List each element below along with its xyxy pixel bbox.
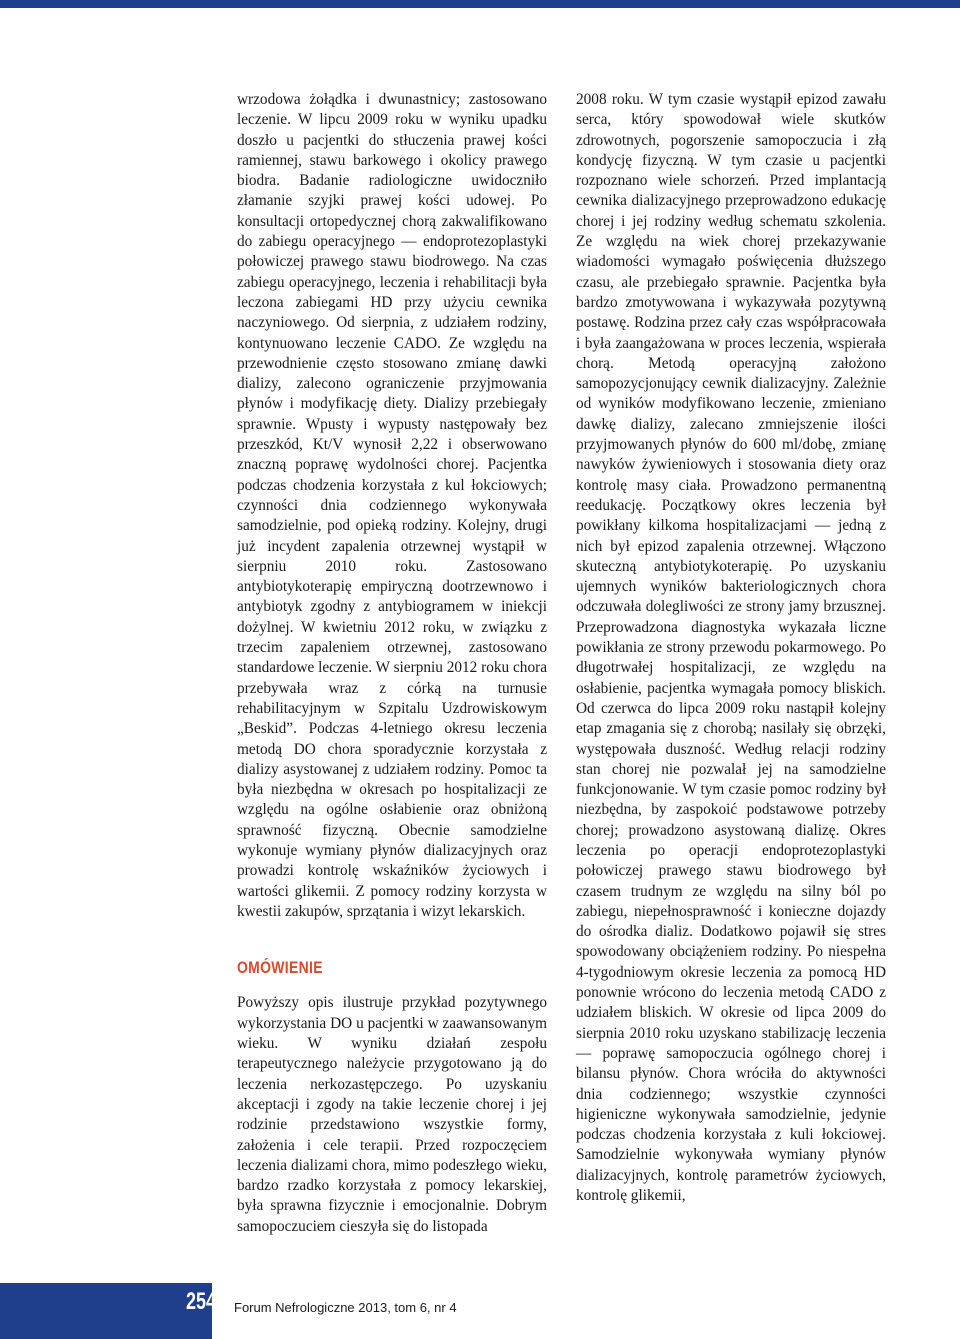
page-number: 254 <box>186 1288 217 1315</box>
left-paragraph-1: wrzodowa żołądka i dwunastnicy; zastosowano leczenie. W lipcu 2009 roku w wyniku upadku doszło u pacjentki do stłuczenia prawej kości ramiennej, stawu barkowego i okolicy prawego biodra. Badanie radiologiczne uwidoczniło złamanie szyjki prawej kości udowej. Po konsultacji ortopedycznej chorą zakwalifikowano do zabiegu operacyjnego — endoprotezoplastyki połowiczej prawego stawu biodrowego. Na czas zabiegu operacyjnego, leczenia i rehabilitacji była leczona zabiegami HD przy użyciu cewnika naczyniowego. Od sierpnia, z udziałem rodziny, kontynuowano leczenie CADO. Ze względu na przewodnienie często stosowano zmianę dawki dializy, zalecono ograniczenie przyjmowania płynów i modyfikację diety. Dializy przebiegały sprawnie. Wpusty i wypusty następowały bez przeszkód, Kt/V wynosił 2,22 i obserwowano znaczną poprawę wydolności chorej. Pacjentka podczas chodzenia korzystała z kul łokciowych; czynności dnia codziennego wykonywała samodzielnie, pod opieką rodziny. Kolejny, drugi już incydent zapalenia otrzewnej wystąpił w sierpniu 2010 roku. Zastosowano antybiotykoterapię empiryczną dootrzewnowo i antybiotyk zgodny z antybiogramem w iniekcji dożylnej. W kwietniu 2012 roku, w związku z trzecim zapaleniem otrzewnej, zastosowano standardowe leczenie. W sierpniu 2012 roku chora przebywała wraz z córką na turnusie rehabilitacyjnym w Szpitalu Uzdrowiskowym „Beskid”. Podczas 4-letniego okresu leczenia metodą DO chora sporadycznie korzystała z dializy asystowanej z udziałem rodziny. Pomoc ta była niezbędna w okresach po hospitalizacji ze względu na ogólne osłabienie oraz obniżoną sprawność fizyczną. Obecnie samodzielne wykonuje wymiany płynów dializacyjnych oraz prowadzi kontrolę wskaźników życiowych i wartości glikemii. Z pomocy rodziny korzysta w kwestii zakupów, sprzątania i wizyt lekarskich. <box>237 91 547 920</box>
header-accent-bar <box>0 0 960 8</box>
left-paragraph-2: Powyższy opis ilustruje przykład pozytywnego wykorzystania DO u pacjentki w zaawansowanym wieku. W wyniku działań zespołu terapeutycznego należycie przygotowano ją do leczenia nerkozastępczego. Po uzyskaniu akceptacji i zgody na takie leczenie chorej i jej rodzinie przedstawiono wszystkie formy, założenia i cele terapii. Przed rozpoczęciem leczenia dializami chora, mimo podeszłego wieku, bardzo rzadko korzystała z pomocy lekarskiej, była sprawna fizycznie i emocjonalnie. Dobrym samopoczuciem cieszyła się do listopada <box>237 994 547 1235</box>
journal-citation: Forum Nefrologiczne 2013, tom 6, nr 4 <box>234 1300 457 1315</box>
right-paragraph-1: 2008 roku. W tym czasie wystąpił epizod zawału serca, który spowodował wiele skutków zdrowotnych, pogorszenie samopoczucia i złą kondycję fizyczną. W tym czasie u pacjentki rozpoznano wiele schorzeń. Przed implantacją cewnika dializacyjnego przeprowadzono edukację chorej i jej rodziny według schematu szkolenia. Ze względu na wiek chorej przekazywanie wiadomości wymagało poświęcenia dłuższego czasu, ale przebiegało sprawnie. Pacjentka była bardzo zmotywowana i wykazywała pozytywną postawę. Rodzina przez cały czas współpracowała i była zaangażowana w proces leczenia, wspierała chorą. Metodą operacyjną założono samopozycjonujący cewnik dializacyjny. Zależnie od wyników modyfikowano leczenie, zmieniano dawkę dializy, zalecano zmniejszenie ilości przyjmowanych płynów do 600 ml/dobę, zmianę nawyków żywieniowych i stosowania diety oraz kontrolę masy ciała. Prowadzono permanentną reedukację. Początkowy okres leczenia był powikłany kilkoma hospitalizacjami — jedną z nich był epizod zapalenia otrzewnej. Włączono skuteczną antybiotykoterapię. Po uzyskaniu ujemnych wyników bakteriologicznych chora odczuwała dolegliwości ze strony jamy brzusznej. Przeprowadzona diagnostyka wykazała liczne powikłania ze strony przewodu pokarmowego. Po długotrwałej hospitalizacji, ze względu na osłabienie, pacjentka wymagała pomocy bliskich. Od czerwca do lipca 2009 roku nastąpił kolejny etap zmagania się z chorobą; nasilały się obrzęki, występowała duszność. Według relacji rodziny stan chorej nie pozwalał jej na samodzielne funkcjonowanie. W tym czasie pomoc rodziny był niezbędna, by zaspokoić podstawowe potrzeby chorej; prowadzono asystowaną dializę. Okres leczenia po operacji endoprotezoplastyki połowiczej prawego stawu biodrowego był czasem trudnym ze względu na silny ból po zabiegu, niepełnosprawność i konieczne dojazdy do ośrodka dializ. Dodatkowo pojawił się stres spowodowany obciążeniem rodziny. Po niespełna 4-tygodniowym okresie leczenia za pomocą HD ponownie wrócono do leczenia metodą CADO z udziałem bliskich. W okresie od lipca 2009 do sierpnia 2010 roku uzyskano stabilizację leczenia — poprawę samopoczucia ogólnego chorej i bilansu płynów. Chora wróciła do aktywności dnia codziennego; wszystkie czynności higieniczne wykonywała samodzielnie, jedynie podczas chodzenia korzystała z kuli łokciowej. Samodzielnie wykonywała wymiany płynów dializacyjnych, kontrolę parametrów życiowych, kontrolę glikemii, <box>576 91 886 1205</box>
footer-accent-block <box>0 1283 212 1339</box>
right-column <box>576 90 886 1206</box>
left-column <box>237 90 547 1237</box>
section-heading: OMÓWIENIE <box>237 958 323 978</box>
